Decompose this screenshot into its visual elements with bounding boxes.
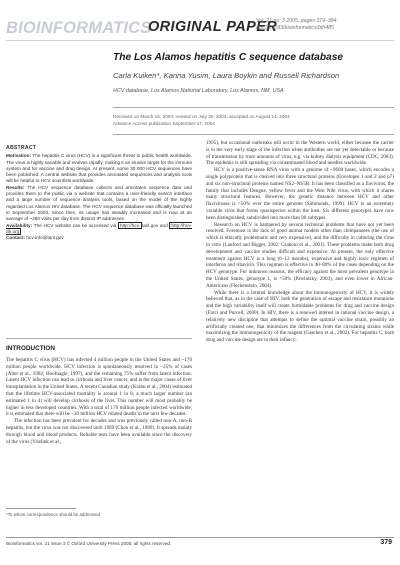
intro-paragraph-1: The hepatitis C virus (HCV) has infected 4 million people in the United States and ~170 million people worldwide. HCV infection is spontaneously resolved in ~25% of cases (Alter et al., 1992; Hoofnagle, 1997), and the remaining 75% suffer from latent infection. Latent HCV infection can lead to cirrhosis and liver cancer, and is the major cause of liver transplantation in the United States. A recent Canadian study (Krahn et al., 2004) estimated that the lifetime HCV-associated mortality is around 1 in 8; a much larger number (an estimated 1 in 4) will develop cirrhosis of the liver. This number will most probably be higher in less developed countries. With a total of 170 million people infected worldwide, it is estimated that there will be ~20 million HCV related deaths in the next few decades. [6,357,192,418]
motivation-label: Motivation: [6,153,31,159]
footer-divider [6,537,394,538]
page-number: 379 [380,539,392,546]
received-dates: Received on March 16, 2004; revised on July 30, 2004; accepted on August 14, 2004 [113,114,290,119]
article-affiliation: HCV database, Los Alamos National Laboratory, Los Alamos, NM, USA [113,88,284,94]
journal-header [0,6,400,46]
right-column-body [206,140,394,344]
availability-mid: lanl.gov and [142,222,168,228]
article-title: The Los Alamos hepatitis C sequence database [113,52,344,63]
availability-text: The HCV website can be accessed via [33,222,117,228]
title-divider [113,107,394,108]
abstract-contact [6,235,192,241]
left-column-body [6,357,192,445]
abstract-divider [6,338,192,339]
journal-name: BIOINFORMATICS [6,19,152,37]
header-divider [6,40,394,41]
availability-label: Availability: [6,222,33,228]
intro-paragraph-2: The infection has been prevalent for decades and was previously called non-A, non-B hepatitis, but the virus was not discovered until 1989 (Choo et al., 1989). It spreads mainly through blood and blood products. Reliable tests have been available since the discovery of the virus (Vrielink et al., [6,418,192,445]
website-link-1[interactable]: http://hcv. [120,222,141,228]
abstract-box [6,141,192,241]
article-authors: Carla Kuiken*, Karina Yusim, Laura Boykin and Russell Richardson [113,71,340,80]
website-link-2[interactable]: http://hcv-db.org [6,222,192,234]
motivation-text: The hepatitis C virus (HCV) is a significant threat to public health worldwide. The virus is highly variable and evolves rapidly, making it an elusive target for the immune system and for vaccine and drug design. At present, some 30 000 HCV sequences have been published. A central website that provides annotated sequences and analysis tools will be helpful to HCV scientists worldwide. [6,153,192,184]
abstract-availability [6,223,192,236]
right-paragraph-3: Research on HCV is hampered by several technical problems that have not yet been resolved. Foremost is the lack of good animal models other than chimpanzees (the use of which is ethically problematic and very expensive), and the difficulty in culturing the virus in vitro (Lanford and Bigger, 2002; Grakoui et al., 2001). These problems make both drug development and vaccine studies difficult and expensive. At present, the only effective treatment against HCV is a long (6–12 months), expensive and highly toxic regimen of interferon and ribavirin. This regimen is effective in 40–80% of the cases depending on the HCV genotype. For unknown reasons, the efficacy against the most prevalent genotype in the United States, genotype 1, is <50% (Pawlotsky, 2003), and even lower in African-Americans (Fleckenstein, 2004). [206,221,394,289]
intro-heading: INTRODUCTION [6,345,55,352]
article-dates [113,113,290,128]
contact-label: Contact: [6,235,26,241]
abstract-motivation [6,153,192,184]
right-paragraph-2: HCV is a positive-sense RNA virus with a genome of ~9600 bases, which encodes a single polyprotein that is cleaved into three structural proteins (Envelopes 1 and 2 and p7) and six non-structural proteins named NS2–NS5B. It has been classified as a flavivirus, the family that includes Dengue, yellow fever and the West Nile virus, with which it shares many structural features. However, the genetic distance between HCV and other flaviviruses is >50% over the entire genome (Simmonds, 1999). HCV is an extremely variable virus that forms quasispecies within the host. Six different genotypes have now been distinguished, subdivided into more than 80 subtypes. [206,167,394,221]
volume-line: Vol. 21 no. 3 2005, pages 379–384 [256,18,337,24]
right-paragraph-1: 1995), but occasional outbreaks still occur in the Western world, either because the carrier is in the very early stage of the infection when antibodies are not yet detectable or because of transmission by trace amounts of virus, e.g. via kidney dialysis equipment (CDC, 2003). The epidemic is still spreading via contaminated blood and needles worldwide. [206,140,394,167]
dates-divider [113,134,394,135]
results-text: The HCV sequence database collects and annotates sequence data and provides them to the public via a website that contains a user-friendly search interface and a large number of sequence analysis tools, based on the model of the highly regarded Los Alamos HIV database. The HCV sequence database was officially launched in September 2003. Since then, its usage has steadily increased and is now at an average of ~260 visits per day from distinct IP addresses. [6,184,193,222]
correspondence-footnote: *To whom correspondence should be addressed. [6,512,102,517]
footnote-divider [6,508,76,509]
footer-copyright: Bioinformatics vol. 21 issue 3 © Oxford University Press 2005; all rights reserved. [6,541,172,546]
doi-line: doi:10.1093/bioinformatics/bth485 [256,25,334,31]
abstract-results [6,185,192,223]
volume-info [256,18,337,32]
results-label: Results: [6,184,25,190]
advance-access: Advance Access publication September 17, 2004 [113,121,215,127]
paper-type-label: ORIGINAL PAPER [148,19,278,35]
contact-email[interactable]: hcv-info@lanl.gov [26,235,64,241]
abstract-heading: ABSTRACT [6,145,37,151]
right-paragraph-4: While there is a limited knowledge about the immunogenicity of HCV, it is widely believed that, as in the case of HIV, both the generation of escape and resistance mutations and the high variability itself will create formidable problems for drug and vaccine design (Farci and Purcell, 2000). In HIV, there is a renewed interest in rational vaccine design, a relatively new discipline that attempts to define the optimal vaccine strain, possibly an artificially created one, that minimizes the differences from the circulating strains while maximizing the immunogenicity of the reagent (Gaschen et al., 2002). For hepatitis C, both drug and vaccine design are in their infancy; [206,289,394,344]
